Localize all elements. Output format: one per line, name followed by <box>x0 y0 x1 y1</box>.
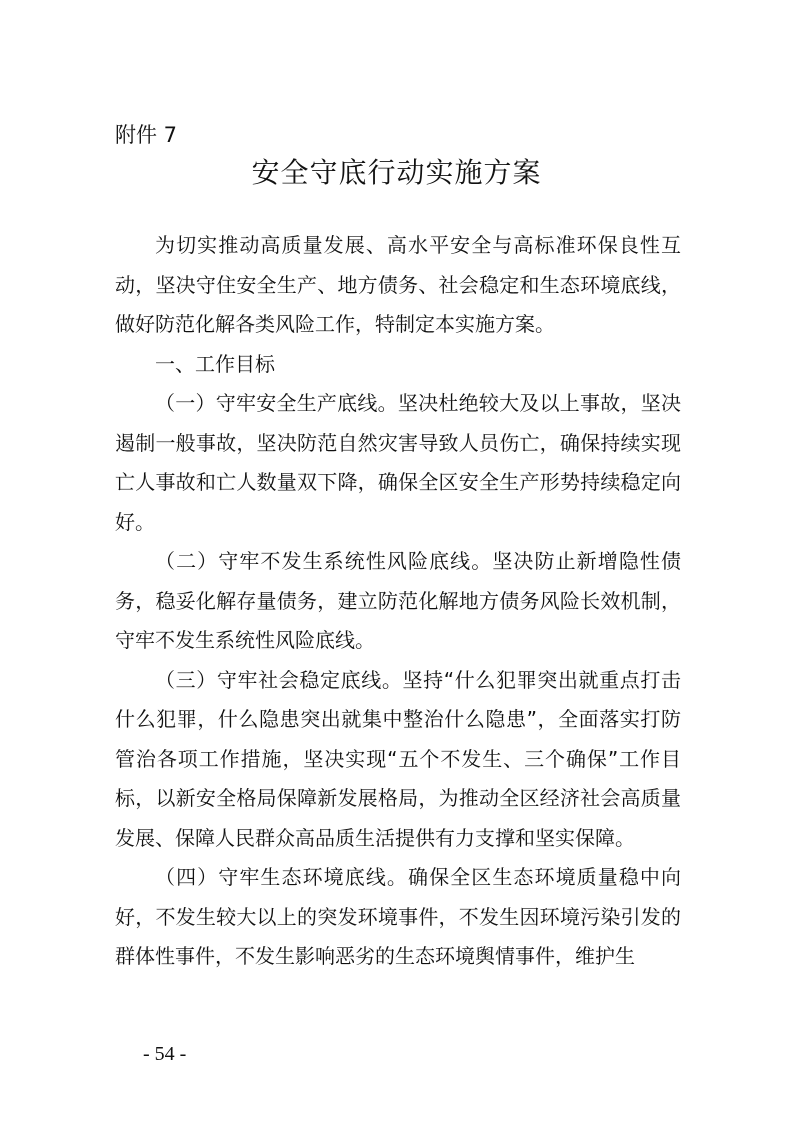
goal-item-2: （二）守牢不发生系统性风险底线。坚决防止新增隐性债务，稳妥化解存量债务，建立防范化解地方债务风险长效机制，守牢不发生系统性风险底线。 <box>115 549 681 652</box>
goal-item-1: （一）守牢安全生产底线。坚决杜绝较大及以上事故，坚决遏制一般事故，坚决防范自然灾害导致人员伤亡，确保持续实现亡人事故和亡人数量双下降，确保全区安全生产形势持续稳定向好。 <box>115 391 681 534</box>
attachment-label: 附件 7 <box>115 123 178 147</box>
document-body <box>115 226 681 977</box>
document-title: 安全守底行动实施方案 <box>251 156 542 189</box>
goal-item-4: （四）守牢生态环境底线。确保全区生态环境质量稳中向好，不发生较大以上的突发环境事件，不发生因环境污染引发的群体性事件，不发生影响恶劣的生态环境舆情事件，维护生 <box>115 865 681 968</box>
goal-item-3: （三）守牢社会稳定底线。坚持“什么犯罪突出就重点打击什么犯罪，什么隐患突出就集中整治什么隐患”，全面落实打防管治各项工作措施，坚决实现“五个不发生、三个确保”工作目标，以新安全格局保障新发展格局，为推动全区经济社会高质量发展、保障人民群众高品质生活提供有力支撑和坚实保障。 <box>115 667 681 850</box>
page-number: - 54 - <box>143 1043 187 1065</box>
section-heading-work-goals: 一、工作目标 <box>155 351 275 376</box>
intro-paragraph: 为切实推动高质量发展、高水平安全与高标准环保良性互动，坚决守住安全生产、地方债务、社会稳定和生态环境底线，做好防范化解各类风险工作，特制定本实施方案。 <box>115 233 681 336</box>
